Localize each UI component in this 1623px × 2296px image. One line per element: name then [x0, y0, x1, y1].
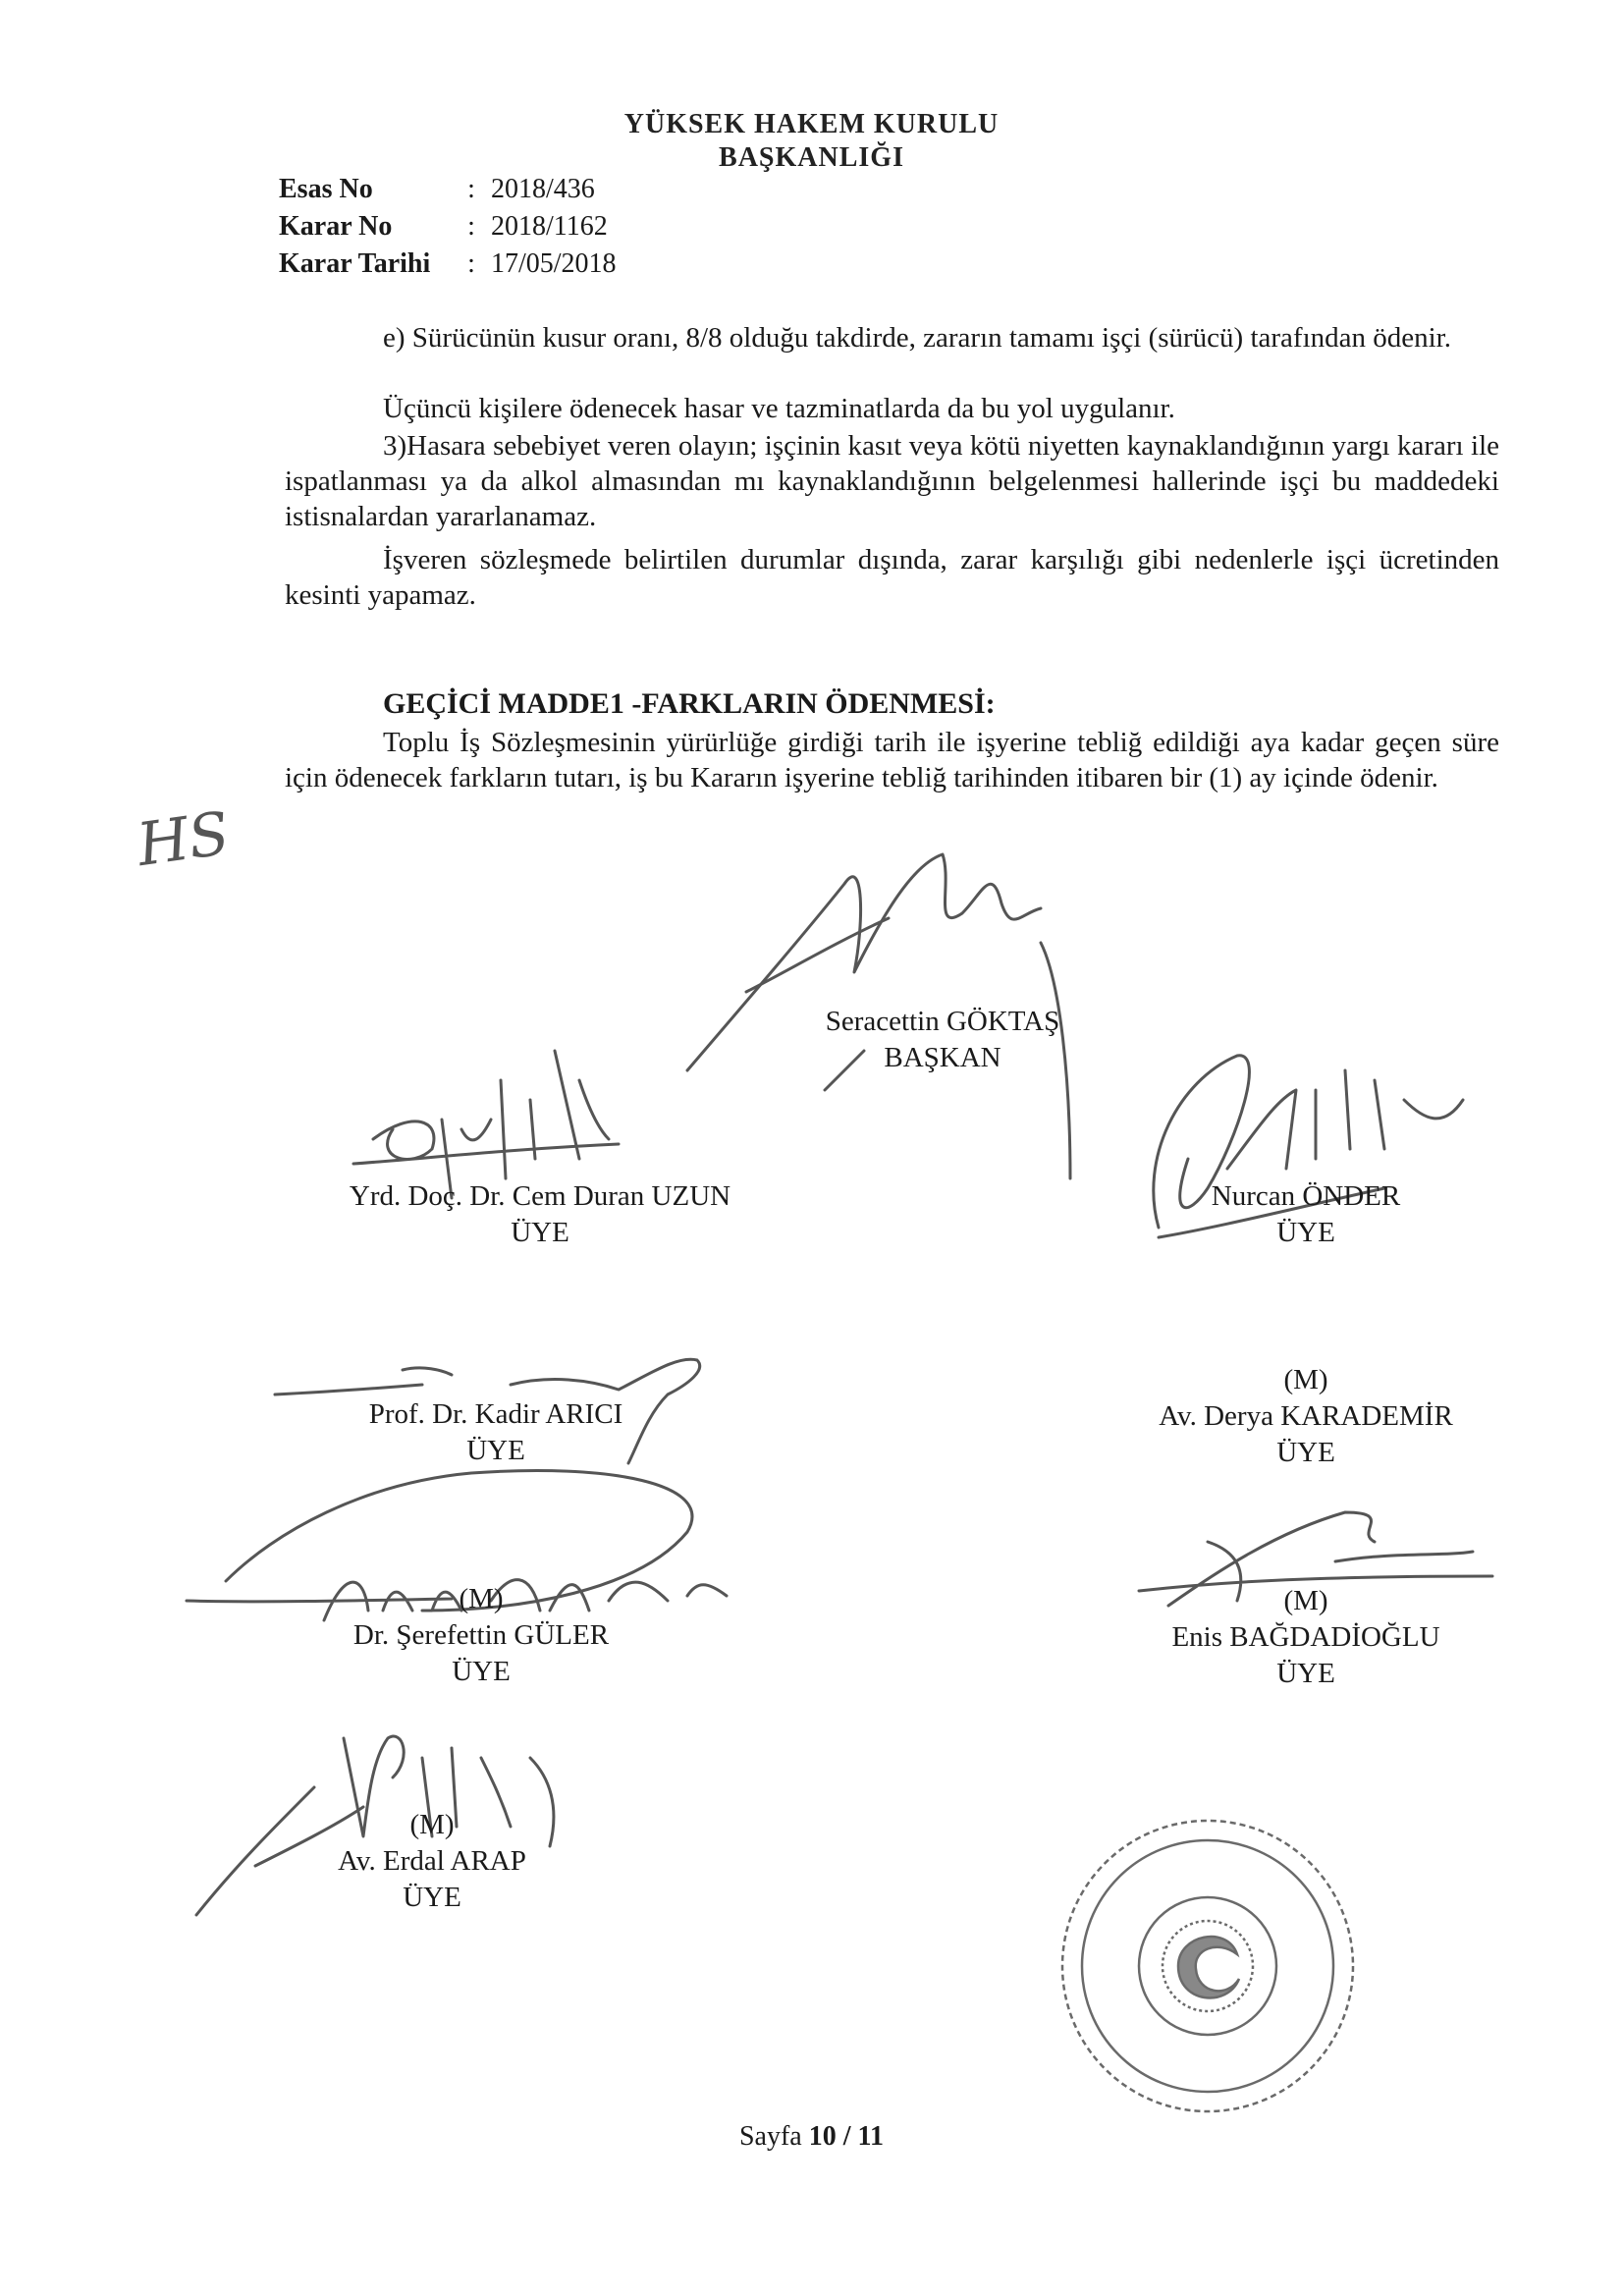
- signatory-arici: [295, 1396, 697, 1469]
- paragraph-item-3: 3)Hasara sebebiyet veren olayın; işçinin kasıt veya kötü niyetten kaynaklandığının yargı kararı ile ispatlanması ya da alkol almasından mı kaynaklandığının belgelenmesi hallerinde işçi bu maddedeki istisnalardan yararlanamaz.: [285, 430, 1499, 532]
- signatory-name: Seracettin GÖKTAŞ: [825, 1006, 1060, 1037]
- official-seal: [1062, 1821, 1353, 2111]
- signatory-name: Yrd. Doç. Dr. Cem Duran UZUN: [349, 1180, 731, 1212]
- page-number: [0, 2121, 1623, 2153]
- meta-sep: :: [467, 174, 475, 204]
- meta-row-karar-no: [279, 210, 608, 244]
- signatory-uzun: [295, 1178, 785, 1251]
- meta-sep: :: [467, 211, 475, 242]
- signatory-role: ÜYE: [1276, 1658, 1335, 1689]
- signatory-name: Dr. Şerefettin GÜLER: [352, 1619, 610, 1651]
- signatory-role: ÜYE: [403, 1882, 461, 1913]
- signatory-role: ÜYE: [511, 1217, 569, 1248]
- signatory-onder: [1139, 1178, 1473, 1251]
- signatory-name: Prof. Dr. Kadir ARICI: [368, 1398, 623, 1430]
- signatory-role: ÜYE: [466, 1435, 525, 1466]
- meta-sep: :: [467, 248, 475, 279]
- meta-value: 17/05/2018: [491, 248, 617, 279]
- issuer-title-line1: YÜKSEK HAKEM KURULU: [623, 109, 1000, 139]
- section-heading: GEÇİCİ MADDE1 -FARKLARIN ÖDENMESİ:: [383, 687, 996, 720]
- signatory-mark: (M): [1283, 1585, 1328, 1616]
- paragraph-e-clause: e) Sürücünün kusur oranı, 8/8 olduğu takdirde, zararın tamamı işçi (sürücü) tarafından ödenir.: [383, 322, 1451, 354]
- signatory-role: ÜYE: [452, 1656, 511, 1687]
- signatory-guler: [295, 1581, 668, 1690]
- signatory-name: Enis BAĞDADİOĞLU: [1171, 1621, 1440, 1653]
- signatory-role: ÜYE: [1276, 1437, 1335, 1468]
- signature-uzun: [353, 1051, 619, 1198]
- signatory-arap: [265, 1807, 599, 1916]
- meta-row-esas-no: [279, 173, 595, 206]
- meta-row-karar-tarihi: [279, 247, 617, 281]
- meta-value: 2018/436: [491, 174, 595, 204]
- signatory-name: Av. Erdal ARAP: [338, 1845, 526, 1877]
- meta-label: Karar No: [279, 211, 393, 242]
- paragraph-third-parties: Üçüncü kişilere ödenecek hasar ve tazminatlarda da bu yol uygulanır.: [383, 393, 1175, 424]
- signatory-name: Av. Derya KARADEMİR: [1159, 1400, 1453, 1432]
- signatory-mark: (M): [409, 1809, 455, 1840]
- signatory-name: Nurcan ÖNDER: [1211, 1180, 1401, 1212]
- meta-value: 2018/1162: [491, 211, 608, 242]
- paragraph-temporary-article: Toplu İş Sözleşmesinin yürürlüğe girdiği tarih ile işyerine tebliğ edildiği aya kadar geçen süre için ödenecek farkların tutarı, iş bu Kararın işyerine tebliğ tarihinden itibaren bir (1) ay içinde ödenir.: [285, 727, 1499, 793]
- paragraph-employer: İşveren sözleşmede belirtilen durumlar dışında, zarar karşılığı gibi nedenlerle işçi ücretinden kesinti yapamaz.: [285, 544, 1499, 611]
- page-current: 10: [808, 2121, 837, 2152]
- page-prefix: Sayfa: [738, 2121, 802, 2152]
- signatory-chair: [766, 1004, 1119, 1076]
- signatory-role: BAŞKAN: [884, 1042, 1001, 1073]
- margin-initials: HS: [133, 798, 234, 881]
- signatory-mark: (M): [459, 1583, 504, 1614]
- signatory-bagdadioglu: [1109, 1583, 1502, 1692]
- issuer-title-line2: BAŞKANLIĞI: [719, 142, 904, 173]
- signatory-mark: (M): [1283, 1364, 1328, 1395]
- page-separator: /: [842, 2121, 851, 2152]
- signatory-role: ÜYE: [1276, 1217, 1335, 1248]
- signatory-karademir: [1100, 1362, 1512, 1471]
- meta-label: Karar Tarihi: [279, 248, 431, 279]
- meta-label: Esas No: [279, 174, 373, 204]
- page-total: 11: [857, 2121, 884, 2152]
